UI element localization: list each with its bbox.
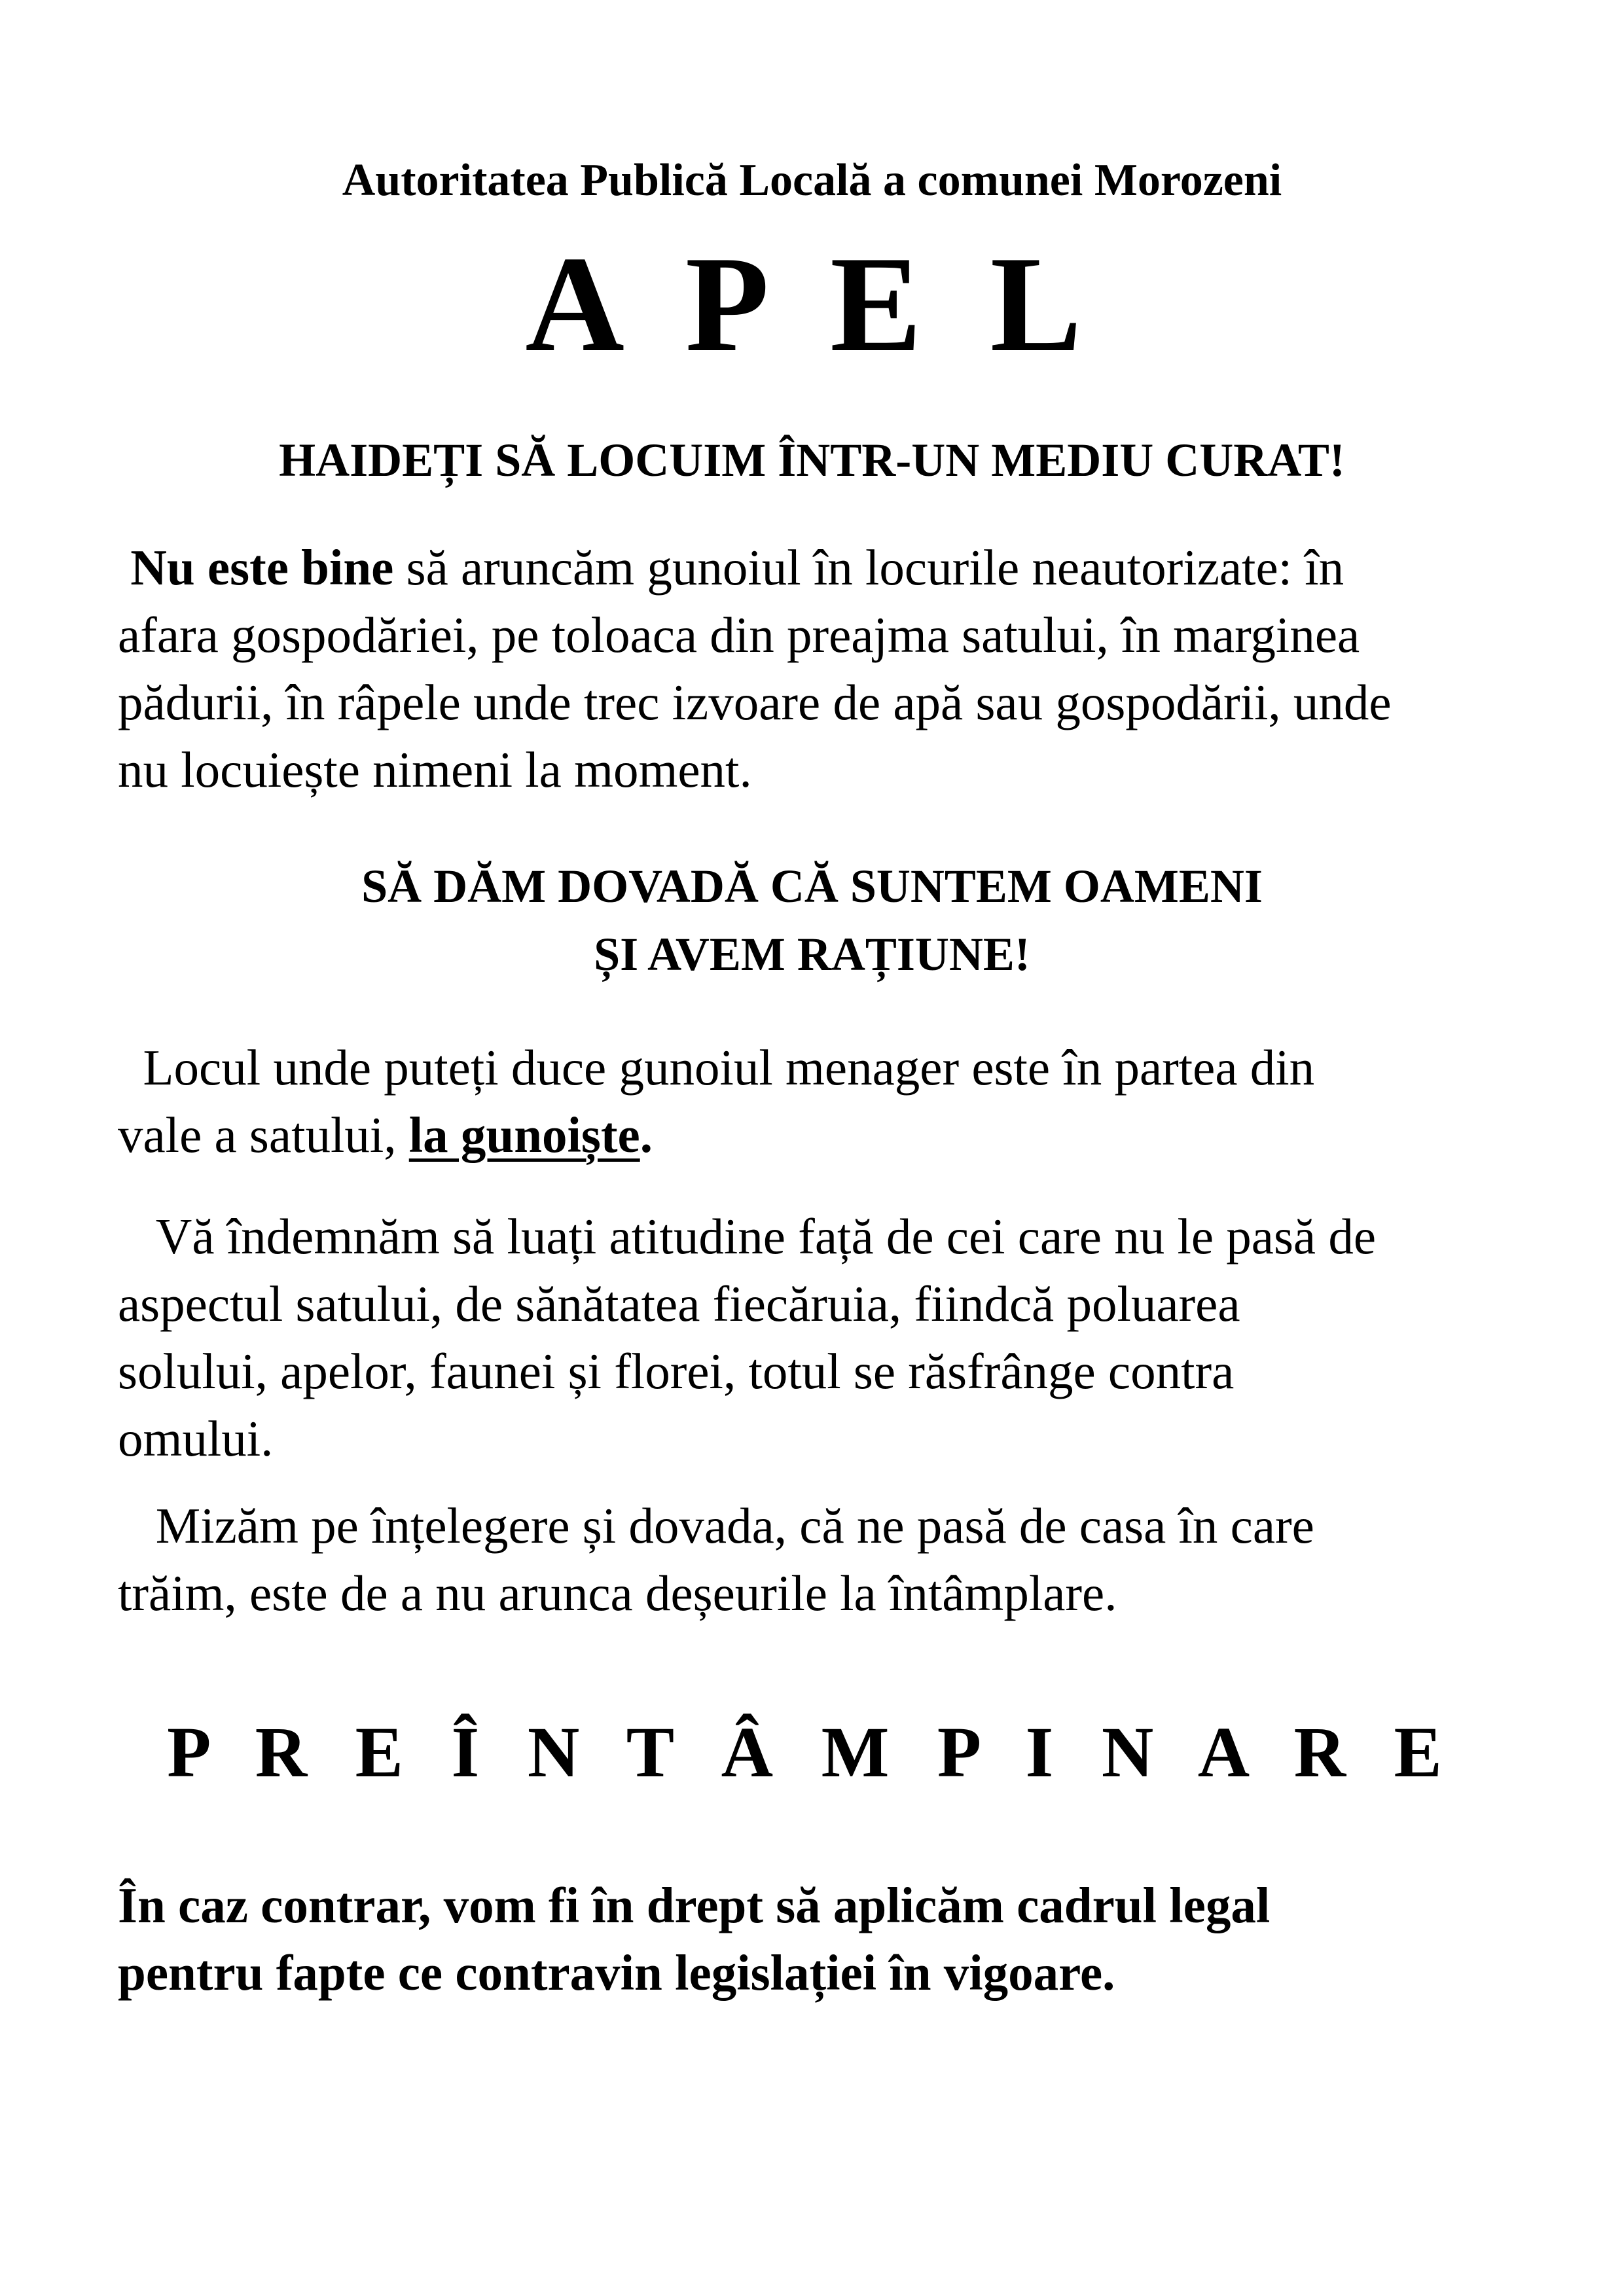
paragraph-take-attitude [118, 1203, 1525, 1473]
paragraph-line [118, 1203, 1525, 1270]
paragraph-line: aspectul satului, de sănătatea fiecăruia, fiindcă poluarea [118, 1276, 1240, 1332]
slogan-line: ȘI AVEM RAȚIUNE! [594, 928, 1030, 980]
paragraph-line: afara gospodăriei, pe toloaca din preajma satului, în marginea [118, 607, 1360, 663]
paragraph-line [118, 1034, 1525, 1102]
paragraph-text: Mizăm pe înțelegere și dovada, că ne pasă de casa în care [155, 1498, 1314, 1554]
slogan-reason [0, 852, 1624, 988]
paragraph-line: pădurii, în râpele unde trec izvoare de apă sau gospodării, unde [118, 674, 1392, 730]
paragraph-dump-location [118, 1034, 1525, 1169]
warning-line: În caz contrar, vom fi în drept să aplicăm cadrul legal [118, 1877, 1271, 1933]
emphasis-text: Nu este bine [130, 539, 394, 596]
paragraph-text: . [640, 1107, 653, 1163]
warning-text [118, 1872, 1525, 2007]
paragraph-line: omului. [118, 1410, 274, 1467]
paragraph-text: vale a satului, [118, 1107, 409, 1163]
paragraph-understanding [118, 1492, 1525, 1627]
warning-title: P R E Î N T Â M P I N A R E [167, 1712, 1457, 1792]
paragraph-line: nu locuiește nimeni la moment. [118, 742, 752, 798]
paragraph-unauthorized-dumping [118, 534, 1525, 804]
page-title: A P E L [525, 228, 1099, 380]
paragraph-line [118, 1102, 1525, 1169]
paragraph-line: solului, apelor, faunei și florei, totul se răsfrânge contra [118, 1343, 1235, 1399]
warning-line: pentru fapte ce contravin legislației în vigoare. [118, 1945, 1115, 2001]
authority-heading: Autoritatea Publică Locală a comunei Morozeni [342, 155, 1282, 206]
slogan-line: SĂ DĂM DOVADĂ CĂ SUNTEM OAMENI [361, 860, 1263, 912]
paragraph-line: trăim, este de a nu arunca deșeurile la întâmplare. [118, 1565, 1117, 1621]
slogan-clean-environment: HAIDEȚI SĂ LOCUIM ÎNTR-UN MEDIU CURAT! [279, 434, 1345, 486]
paragraph-line [118, 534, 1525, 601]
dump-location-emphasis: la gunoiște [408, 1107, 640, 1163]
paragraph-text: Locul unde puteți duce gunoiul menager este în partea din [143, 1039, 1315, 1096]
paragraph-text: Vă îndemnăm să luați atitudine față de cei care nu le pasă de [155, 1208, 1377, 1265]
paragraph-text: să aruncăm gunoiul în locurile neautorizate: în [393, 539, 1344, 596]
paragraph-line [118, 1492, 1525, 1560]
